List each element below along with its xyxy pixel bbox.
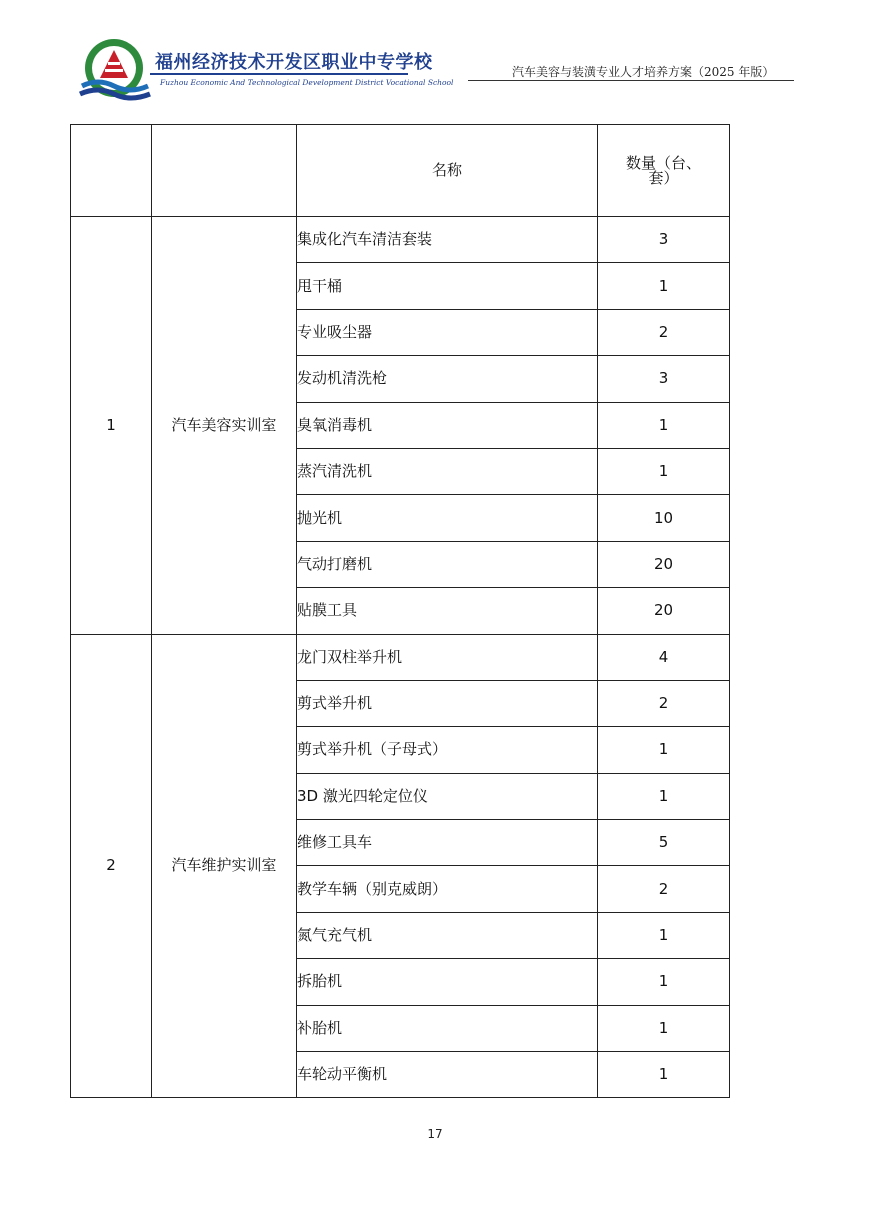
training-room-name: 汽车维护实训室 xyxy=(152,634,297,1098)
school-emblem-icon xyxy=(78,38,152,104)
equipment-name: 车轮动平衡机 xyxy=(297,1052,598,1098)
group-number: 2 xyxy=(71,634,152,1098)
equipment-name: 氮气充气机 xyxy=(297,912,598,958)
table-row xyxy=(71,217,730,263)
equipment-name: 集成化汽车清洁套装 xyxy=(297,217,598,263)
logo-underline xyxy=(150,73,408,75)
header-col-no xyxy=(71,125,152,217)
header-col-room xyxy=(152,125,297,217)
equipment-name: 拆胎机 xyxy=(297,959,598,1005)
equipment-name: 龙门双柱举升机 xyxy=(297,634,598,680)
equipment-quantity: 2 xyxy=(598,866,730,912)
equipment-quantity: 20 xyxy=(598,541,730,587)
group-number: 1 xyxy=(71,217,152,635)
equipment-quantity: 3 xyxy=(598,217,730,263)
equipment-quantity: 3 xyxy=(598,356,730,402)
equipment-name: 发动机清洗枪 xyxy=(297,356,598,402)
equipment-name: 臭氧消毒机 xyxy=(297,402,598,448)
header-qty-line1: 数量（台、 xyxy=(625,153,701,172)
equipment-quantity: 1 xyxy=(598,448,730,494)
school-name-cn: 福州经济技术开发区职业中专学校 xyxy=(155,52,433,73)
equipment-name: 维修工具车 xyxy=(297,820,598,866)
equipment-quantity: 1 xyxy=(598,402,730,448)
header-col-name: 名称 xyxy=(297,125,598,217)
equipment-quantity: 1 xyxy=(598,959,730,1005)
page-header xyxy=(0,0,870,110)
equipment-quantity: 1 xyxy=(598,773,730,819)
document-title: 汽车美容与装潢专业人才培养方案（2025 年版） xyxy=(512,65,775,79)
equipment-name: 3D 激光四轮定位仪 xyxy=(297,773,598,819)
equipment-name: 剪式举升机（子母式） xyxy=(297,727,598,773)
equipment-name: 剪式举升机 xyxy=(297,680,598,726)
training-room-name: 汽车美容实训室 xyxy=(152,217,297,635)
equipment-name: 专业吸尘器 xyxy=(297,309,598,355)
school-name-en: Fuzhou Economic And Technological Development District Vocational School xyxy=(160,78,454,87)
equipment-quantity: 1 xyxy=(598,1052,730,1098)
equipment-name: 抛光机 xyxy=(297,495,598,541)
equipment-quantity: 4 xyxy=(598,634,730,680)
table-header-row xyxy=(71,125,730,217)
equipment-quantity: 2 xyxy=(598,309,730,355)
equipment-quantity: 1 xyxy=(598,912,730,958)
equipment-name: 贴膜工具 xyxy=(297,588,598,634)
page-number: 17 xyxy=(427,1127,443,1141)
header-divider xyxy=(468,80,794,81)
equipment-quantity: 1 xyxy=(598,263,730,309)
equipment-quantity: 1 xyxy=(598,1005,730,1051)
table-row xyxy=(71,634,730,680)
header-qty-line2: 套） xyxy=(648,168,679,187)
equipment-quantity: 20 xyxy=(598,588,730,634)
equipment-name: 蒸汽清洗机 xyxy=(297,448,598,494)
equipment-name: 教学车辆（别克威朗） xyxy=(297,866,598,912)
equipment-name: 补胎机 xyxy=(297,1005,598,1051)
header-col-qty xyxy=(598,125,730,217)
equipment-name: 气动打磨机 xyxy=(297,541,598,587)
equipment-quantity: 10 xyxy=(598,495,730,541)
equipment-quantity: 2 xyxy=(598,680,730,726)
equipment-quantity: 1 xyxy=(598,727,730,773)
equipment-name: 甩干桶 xyxy=(297,263,598,309)
equipment-quantity: 5 xyxy=(598,820,730,866)
equipment-table xyxy=(70,124,730,1098)
